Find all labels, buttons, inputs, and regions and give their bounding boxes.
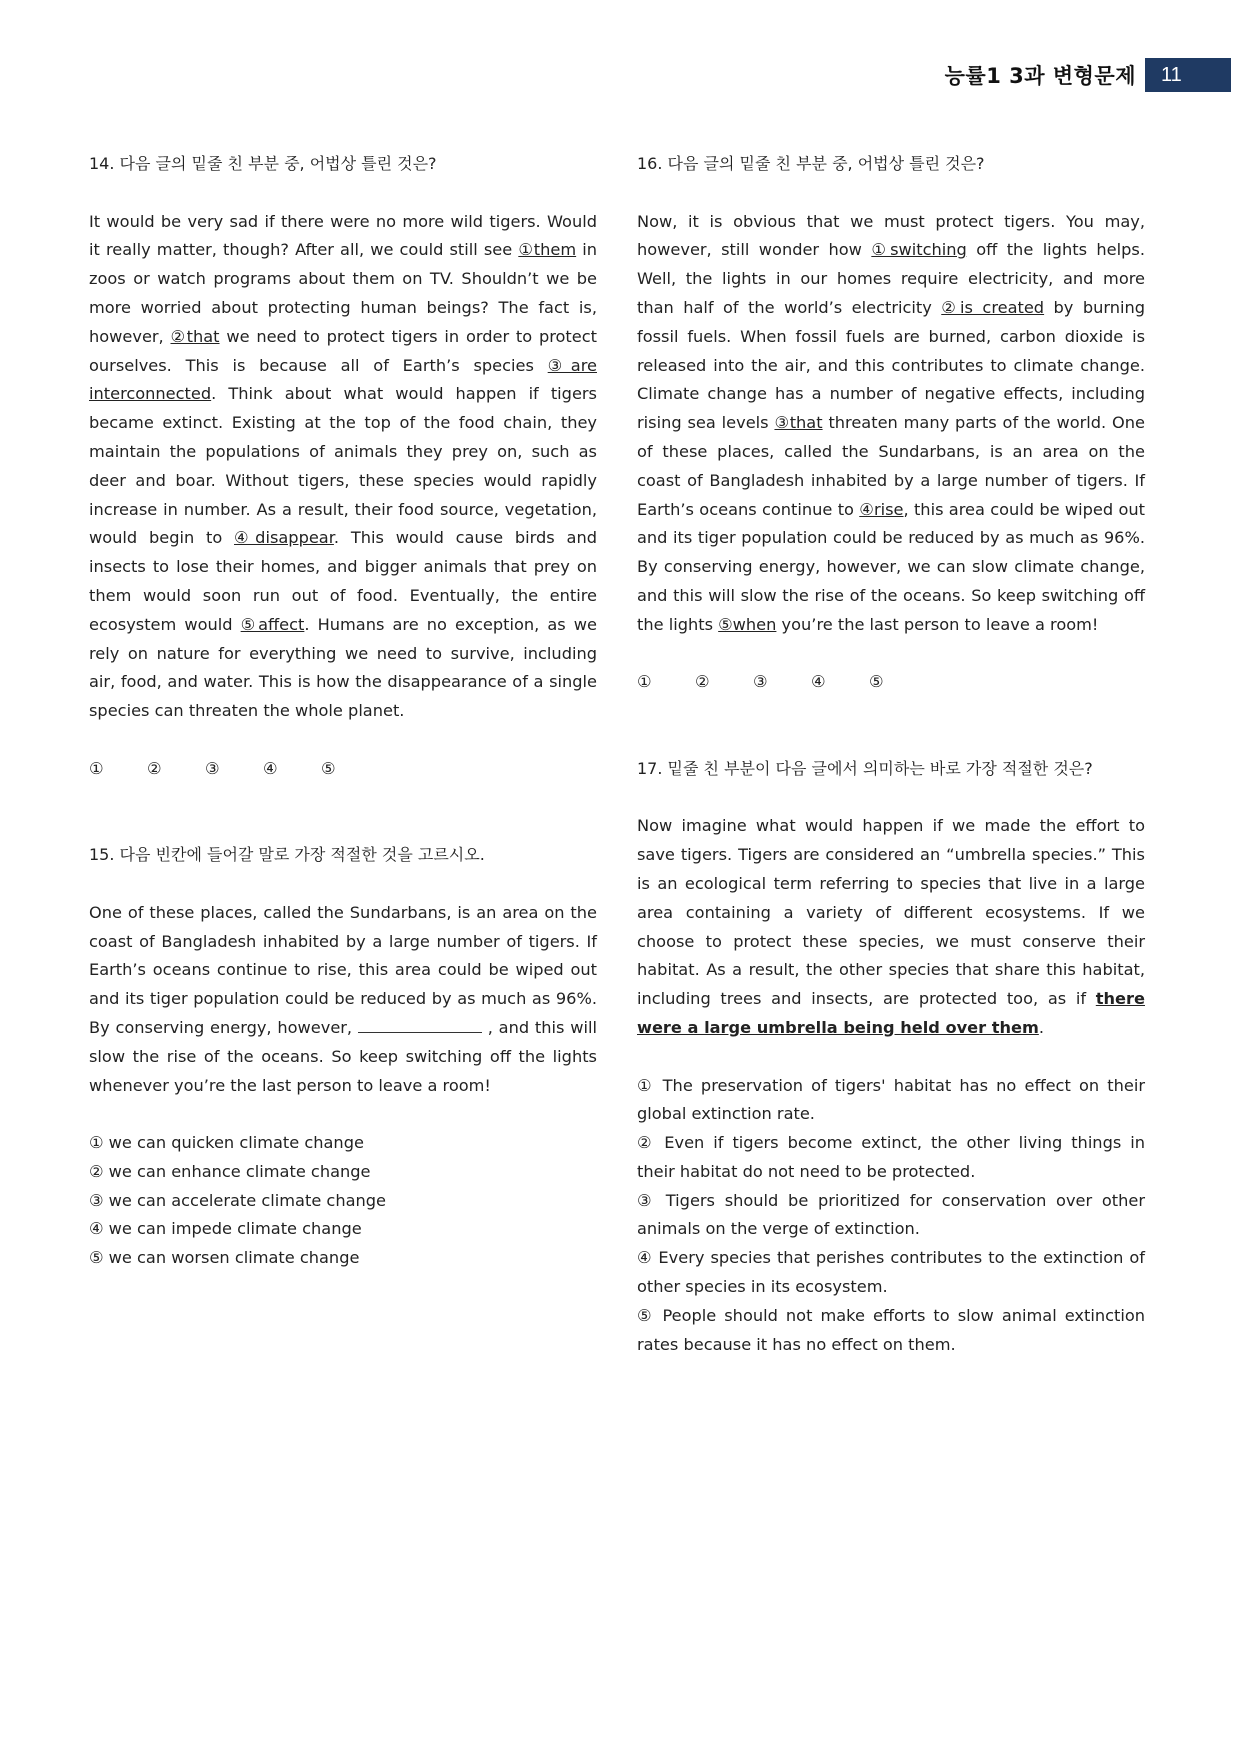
q17-option-3[interactable]: ③ Tigers should be prioritized for conservation over other animals on the verge of extinction. bbox=[637, 1190, 1145, 1239]
q14-choice-3[interactable]: ③ bbox=[205, 758, 220, 778]
q16-choice-4[interactable]: ④ bbox=[811, 672, 826, 692]
q15-option-1[interactable]: ① we can quicken climate change bbox=[89, 1133, 364, 1153]
q14-underline-5: ⑤affect bbox=[240, 614, 305, 634]
q17-option-1[interactable]: ① The preservation of tigers' habitat has no effect on their global extinction rate. bbox=[637, 1075, 1145, 1124]
q16-underline-5: ⑤when bbox=[718, 614, 777, 634]
q14-underline-2: ②that bbox=[170, 326, 220, 346]
q17-passage: Now imagine what would happen if we made the effort to save tigers. Tigers are considered an “umbrella species.” This is an ecological term referring to species that live in a large area containing a variety of different ecosystems. If we choose to protect these species, we must conserve their habitat. As a result, the other species that share this habitat, including trees and insects, are protected too, as if there were a large umbrella being held over them. bbox=[637, 816, 1145, 1037]
q14-underline-3: ③are interconnected bbox=[89, 355, 597, 404]
q14-passage: It would be very sad if there were no more wild tigers. Would it really matter, though? After all, we could still see ①them in zoos or watch programs about them on TV. Shouldn’t we be more worried about protecting human beings? The fact is, however, ②that we need to protect tigers in order to protect ourselves. This is because all of Earth’s species ③are interconnected. Think about what would happen if tigers became extinct. Existing at the top of the food chain, they maintain the populations of animals they prey on, such as deer and boar. Without tigers, these species would rapidly increase in number. As a result, their food source, vegetation, would begin to ④disappear. This would cause birds and insects to lose their homes, and bigger animals that prey on them would soon run out of food. Eventually, the entire ecosystem would ⑤affect. Humans are no exception, as we rely on nature for everything we need to survive, including air, food, and water. This is how the disappearance of a single species can threaten the whole planet. bbox=[89, 211, 597, 721]
q17-underlined-phrase: there were a large umbrella being held over them bbox=[637, 989, 1145, 1037]
q16-underline-4: ④rise bbox=[859, 499, 904, 519]
q14-underline-4: ④disappear bbox=[234, 528, 334, 548]
q16-choice-5[interactable]: ⑤ bbox=[869, 672, 884, 692]
q14-choice-4[interactable]: ④ bbox=[263, 758, 278, 778]
q14-underline-1: ①them bbox=[518, 240, 577, 260]
q17-title: 17. 밑줄 친 부분이 다음 글에서 의미하는 바로 가장 적절한 것은? bbox=[637, 758, 1093, 778]
q14-choice-5[interactable]: ⑤ bbox=[321, 758, 336, 778]
header-title: 능률1 3과 변형문제 bbox=[944, 64, 1136, 88]
q16-choices bbox=[637, 668, 1145, 697]
q15-option-5[interactable]: ⑤ we can worsen climate change bbox=[89, 1248, 360, 1268]
q17-option-5[interactable]: ⑤ People should not make efforts to slow animal extinction rates because it has no effect on them. bbox=[637, 1305, 1145, 1354]
page-header bbox=[0, 58, 1240, 92]
q16-underline-2: ②is created bbox=[941, 297, 1045, 317]
q16-choice-2[interactable]: ② bbox=[695, 672, 710, 692]
q17-option-4[interactable]: ④ Every species that perishes contributes to the extinction of other species in its ecosystem. bbox=[637, 1248, 1145, 1297]
q15-option-4[interactable]: ④ we can impede climate change bbox=[89, 1219, 362, 1239]
q14-title: 14. 다음 글의 밑줄 친 부분 중, 어법상 틀린 것은? bbox=[89, 154, 437, 173]
q15-title: 15. 다음 빈칸에 들어갈 말로 가장 적절한 것을 고르시오. bbox=[89, 845, 485, 865]
q15-option-2[interactable]: ② we can enhance climate change bbox=[89, 1161, 371, 1181]
q15-blank bbox=[358, 1016, 482, 1033]
q17-option-2[interactable]: ② Even if tigers become extinct, the other living things in their habitat do not need to be protected. bbox=[637, 1133, 1145, 1181]
q14-choice-1[interactable]: ① bbox=[89, 758, 104, 778]
q14-choice-2[interactable]: ② bbox=[147, 758, 162, 778]
q16-passage: Now, it is obvious that we must protect tigers. You may, however, still wonder how ①switching off the lights helps. Well, the lights in our homes require electricity, and more than half of the world’s electricity ②is created by burning fossil fuels. When fossil fuels are burned, carbon dioxide is released into the air, and this contributes to climate change. Climate change has a number of negative effects, including rising sea levels ③that threaten many parts of the world. One of these places, called the Sundarbans, is an area on the coast of Bangladesh inhabited by a large number of tigers. If Earth’s oceans continue to ④rise, this area could be wiped out and its tiger population could be reduced by as much as 96%. By conserving energy, however, we can slow climate change, and this will slow the rise of the oceans. So keep switching off the lights ⑤when you’re the last person to leave a room! bbox=[637, 211, 1146, 634]
q16-underline-3: ③that bbox=[774, 413, 823, 433]
q15-option-3[interactable]: ③ we can accelerate climate change bbox=[89, 1190, 386, 1210]
q15-passage: One of these places, called the Sundarbans, is an area on the coast of Bangladesh inhabited by a large number of tigers. If Earth’s oceans continue to rise, this area could be wiped out and its tiger population could be reduced by as much as 96%. By conserving energy, however, , and this will slow the rise of the oceans. So keep switching off the lights whenever you’re the last person to leave a room! bbox=[89, 902, 597, 1095]
q16-choice-3[interactable]: ③ bbox=[753, 672, 768, 692]
q16-underline-1: ①switching bbox=[871, 240, 967, 260]
right-column bbox=[637, 150, 1145, 1359]
left-column bbox=[89, 150, 597, 1273]
q14-choices bbox=[89, 755, 597, 784]
q16-title: 16. 다음 글의 밑줄 친 부분 중, 어법상 틀린 것은? bbox=[637, 154, 985, 173]
page-number-badge: 11 bbox=[1145, 58, 1231, 92]
q16-choice-1[interactable]: ① bbox=[637, 672, 652, 692]
